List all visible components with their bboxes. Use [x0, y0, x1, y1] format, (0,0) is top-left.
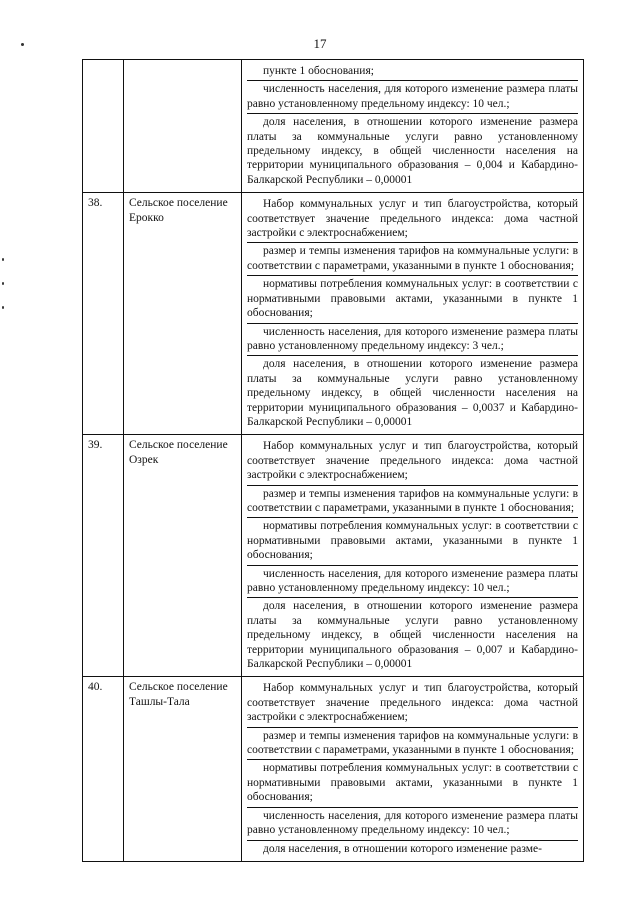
table-row: [83, 193, 584, 435]
table-row: [83, 435, 584, 677]
description-paragraph: нормативы потребления коммунальных услуг: в соответствии с нормативными правовыми актами, указанными в пункте 1 обоснования;: [247, 759, 578, 806]
settlement-name: Сельское поселение Озрек: [124, 435, 242, 677]
description-paragraph: доля населения, в отношении которого изменение разме-: [247, 840, 578, 858]
description-paragraph: численность населения, для которого изменение размера платы равно установленному предельному индексу: 10 чел.;: [247, 565, 578, 598]
scan-speck: [2, 306, 4, 309]
description-paragraph: численность населения, для которого изменение размера платы равно установленному предельному индексу: 3 чел.;: [247, 323, 578, 356]
row-number: [83, 60, 124, 193]
scan-speck: [2, 282, 4, 285]
row-number: 39.: [83, 435, 124, 677]
settlement-name: [124, 60, 242, 193]
description-cell: [242, 193, 584, 435]
description-paragraph: доля населения, в отношении которого изменение размера платы за коммунальные услуги равно установленному предельному индексу, в общей численности населения на территории муниципального образования – 0,007 и Кабардино-Балкарской Республики – 0,00001: [247, 597, 578, 673]
description-paragraph: размер и темпы изменения тарифов на коммунальные услуги: в соответствии с параметрами, указанными в пункте 1 обоснования;: [247, 485, 578, 518]
table-row: [83, 677, 584, 861]
settlement-name: Сельское поселение Ерокко: [124, 193, 242, 435]
description-paragraph: доля населения, в отношении которого изменение размера платы за коммунальные услуги равно установленному предельному индексу, в общей численности населения на территории муниципального образования – 0,0037 и Кабардино-Балкарской Республики – 0,00001: [247, 355, 578, 431]
table-row: [83, 60, 584, 193]
description-paragraph: численность населения, для которого изменение размера платы равно установленному предельному индексу: 10 чел.;: [247, 80, 578, 113]
row-number: 38.: [83, 193, 124, 435]
scan-speck: [2, 258, 4, 261]
description-paragraph: доля населения, в отношении которого изменение размера платы за коммунальные услуги равно установленному предельному индексу, в общей численности населения на территории муниципального образования – 0,004 и Кабардино-Балкарской Республики – 0,00001: [247, 113, 578, 189]
description-paragraph: численность населения, для которого изменение размера платы равно установленному предельному индексу: 10 чел.;: [247, 807, 578, 840]
description-paragraph: нормативы потребления коммунальных услуг: в соответствии с нормативными правовыми актами, указанными в пункте 1 обоснования;: [247, 275, 578, 322]
description-paragraph: нормативы потребления коммунальных услуг: в соответствии с нормативными правовыми актами, указанными в пункте 1 обоснования;: [247, 517, 578, 564]
description-paragraph: Набор коммунальных услуг и тип благоустройства, который соответствует значение предельного индекса: дома частной застройки с электроснабжением;: [247, 198, 578, 240]
description-paragraph: размер и темпы изменения тарифов на коммунальные услуги: в соответствии с параметрами, указанными в пункте 1 обоснования;: [247, 727, 578, 760]
description-paragraph: Набор коммунальных услуг и тип благоустройства, который соответствует значение предельного индекса: дома частной застройки с электроснабжением;: [247, 440, 578, 482]
settlement-name: Сельское поселение Ташлы-Тала: [124, 677, 242, 861]
description-paragraph: размер и темпы изменения тарифов на коммунальные услуги: в соответствии с параметрами, указанными в пункте 1 обоснования;: [247, 242, 578, 275]
description-cell: [242, 677, 584, 861]
table-body: [83, 60, 584, 862]
page-number: 17: [313, 36, 327, 51]
row-number: 40.: [83, 677, 124, 861]
scan-speck: [21, 43, 24, 46]
description-cell: [242, 60, 584, 193]
description-paragraph: пункте 1 обоснования;: [263, 65, 374, 77]
description-cell: [242, 435, 584, 677]
description-paragraph: Набор коммунальных услуг и тип благоустройства, который соответствует значение предельного индекса: дома частной застройки с электроснабжением;: [247, 682, 578, 724]
indices-table: [82, 59, 584, 862]
